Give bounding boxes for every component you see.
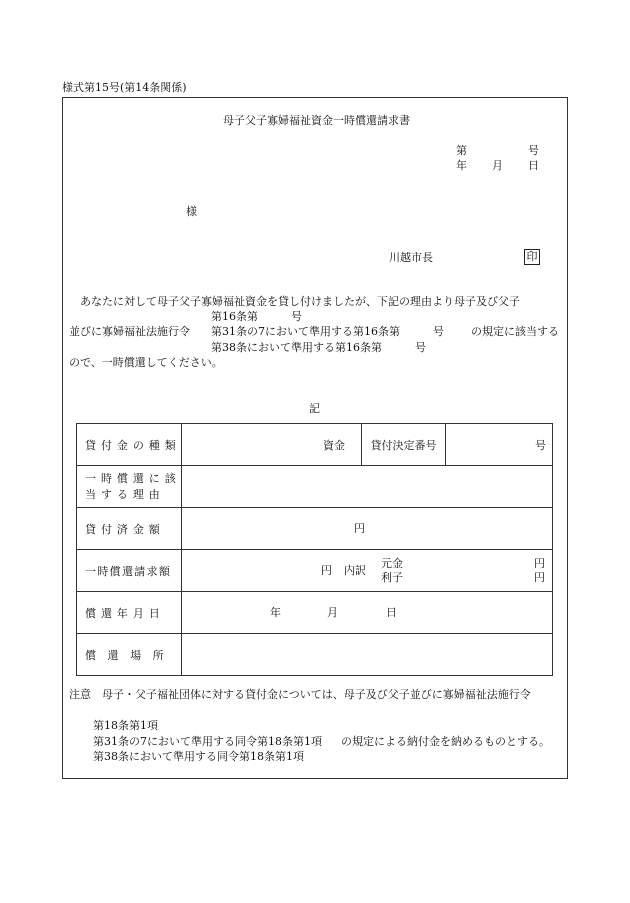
ki-heading: 記 (309, 402, 320, 415)
repayment-year: 年 (270, 606, 281, 619)
repayment-month: 月 (327, 606, 338, 619)
body-option-2: 第31条の7において準用する第16条第 号 (211, 325, 444, 338)
date-year: 年 (456, 159, 467, 172)
body-line-2-left: 並びに寡婦福祉法施行令 (69, 325, 190, 338)
request-yen: 円 (321, 564, 332, 577)
reason-value (182, 466, 553, 508)
repayment-day: 日 (386, 606, 397, 619)
note-option-1: 第18条第1項 (93, 719, 158, 732)
table-row (77, 466, 553, 508)
body-option-3: 第38条において準用する第16条第 号 (211, 341, 426, 354)
doc-number-dai: 第 (456, 144, 467, 157)
issuer-name: 川越市長 (389, 251, 433, 264)
document-title: 母子父子寡婦福祉資金一時償還請求書 (223, 114, 410, 127)
table-row (77, 592, 553, 634)
body-option-1: 第16条第 号 (211, 310, 302, 323)
go-text: 号 (535, 438, 546, 452)
note-heading: 注意 母子・父子福祉団体に対する貸付金については、母子及び父子並びに寡婦福祉法施行令 (69, 688, 531, 701)
request-amount-label: 一時償還請求額 (77, 550, 182, 592)
form-number: 様式第15号(第14条関係) (62, 81, 187, 94)
principal-label: 元金 (381, 557, 403, 570)
table-row (77, 550, 553, 592)
reason-label-line-1: 一時償還に該 (85, 471, 181, 485)
body-line-2-right: の規定に該当する (471, 325, 559, 338)
table-row (77, 424, 553, 466)
repayment-date-label: 償還年月日 (77, 592, 182, 634)
repayment-date-value (182, 592, 553, 634)
disbursed-amount-value (182, 508, 553, 550)
note-option-3: 第38条において準用する同令第18条第1項 (93, 750, 304, 763)
date-day: 日 (528, 159, 539, 172)
shikin-text: 資金 (323, 438, 345, 452)
reason-label-line-2: 当する理由 (85, 487, 165, 501)
decision-number-label (362, 424, 446, 466)
seal-mark: 印 (524, 249, 540, 265)
breakdown-label: 内訳 (344, 564, 366, 577)
addressee-suffix: 様 (186, 205, 197, 218)
principal-yen: 円 (534, 557, 545, 570)
disbursed-yen: 円 (354, 522, 365, 535)
disbursed-amount-label: 貸付済金額 (77, 508, 182, 550)
doc-number-go: 号 (528, 144, 539, 157)
body-line-3: ので、一時償還してください。 (69, 356, 223, 369)
note-option-2-right: の規定による納付金を納めるものとする。 (341, 735, 550, 748)
repayment-place-value (182, 634, 553, 676)
request-amount-value (182, 550, 553, 592)
loan-type-value (182, 424, 362, 466)
record-table (76, 423, 553, 676)
table-row (77, 508, 553, 550)
loan-type-label: 貸付金の種類 (77, 424, 182, 466)
interest-label: 利子 (381, 571, 403, 584)
note-option-2: 第31条の7において準用する同令第18条第1項 (93, 735, 322, 748)
decision-number-value (446, 424, 553, 466)
decision-number-text: 貸付決定番号 (370, 438, 437, 452)
reason-label (77, 466, 182, 508)
interest-yen: 円 (534, 571, 545, 584)
body-line-1: あなたに対して母子父子寡婦福祉資金を貸し付けましたが、下記の理由より母子及び父子 (80, 295, 520, 308)
table-row (77, 634, 553, 676)
repayment-place-label: 償還場所 (77, 634, 182, 676)
date-month: 月 (492, 159, 503, 172)
